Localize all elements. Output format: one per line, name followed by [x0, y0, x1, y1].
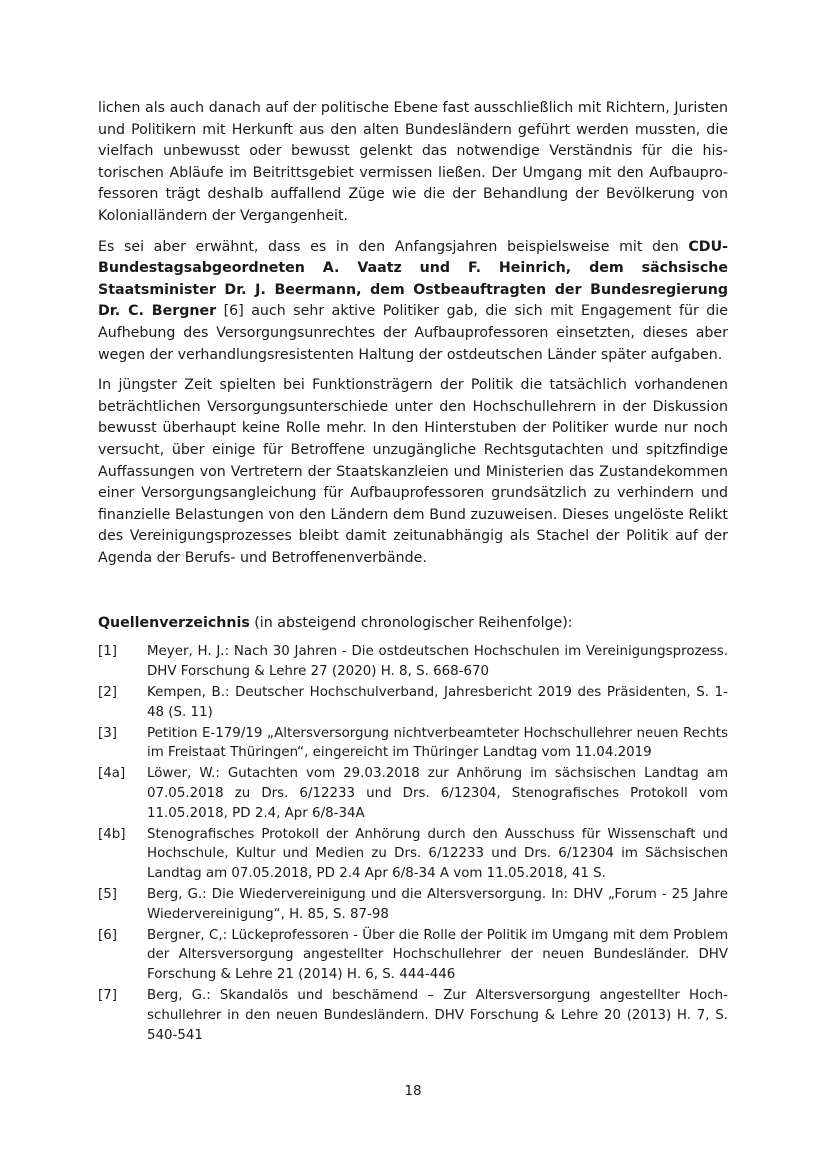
document-page [98, 98, 728, 1046]
source-item [98, 642, 728, 682]
source-item [98, 926, 728, 985]
sources-heading [98, 613, 728, 634]
source-item [98, 986, 728, 1045]
body-paragraph [98, 237, 728, 367]
source-item [98, 885, 728, 925]
sources-title: Quellenverzeichnis [98, 615, 250, 632]
source-number: [6] [98, 927, 117, 943]
paragraph-text: In jüngster Zeit spielten bei Funktionsträgern der Politik die tatsächlich vorhandenen beträchtlichen Versorgungsunterschiede unter den Hochschullehrern in der Diskussion bewusst überhaupt keine Rolle mehr. In den Hinterstuben der Politiker wurde nur noch versucht, über einige für Betroffene unzugängliche Rechtsgutachten und spitzfindige Auffassungen von Vertretern der Staatskanzleien und Ministerien das Zustandekommen einer Versorgungsangleichung für Aufbauprofessoren grundsätzlich zu verhindern und finanzielle Belastungen von den Ländern dem Bund zuzuweisen. Dieses ungelöste Relikt des Vereinigungsprozesses bleibt damit zeitunabhängig als Stachel der Politik auf der Agenda der Berufs- und Betroffenenverbände. [98, 377, 728, 566]
source-text: Bergner, C,: Lückeprofessoren - Über die Rolle der Politik im Umgang mit dem Problem der Altersversorgung angestellter Hochschullehrer der neuen Bundesländer. DHV Forschung & Lehre 21 (2014) H. 6, S. 444-446 [147, 927, 728, 983]
paragraph-text: lichen als auch danach auf der politische Ebene fast ausschließlich mit Richtern, Juristen und Politikern mit Herkunft aus den alten Bundesländern geführt werden mussten, die vielfach unbewusst oder bewusst gelenkt das notwendige Verständnis für die historischen Abläufe im Beitrittsgebiet vermissen ließen. Der Umgang mit den Aufbauprofessoren trägt deshalb auffallend Züge wie die der Behandlung der Bevölkerung von Kolonialländern der Vergangenheit. [98, 100, 728, 224]
paragraph-text: Es sei aber erwähnt, dass es in den Anfangsjahren beispielsweise mit den [98, 238, 689, 255]
source-text: Meyer, H. J.: Nach 30 Jahren - Die ostdeutschen Hochschulen im Vereinigungsprozess. DHV Forschung & Lehre 27 (2020) H. 8, S. 668-670 [147, 644, 728, 680]
source-item [98, 825, 728, 884]
body-paragraph [98, 375, 728, 569]
sources-list [98, 642, 728, 1045]
source-number: [4a] [98, 766, 126, 782]
source-text: Stenografisches Protokoll der Anhörung durch den Ausschuss für Wissenschaft und Hochschule, Kultur und Medien zu Drs. 6/12233 und Drs. 6/12304 im Sächsischen Landtag am 07.05.2018, PD 2.4 Apr 6/8-34 A vom 11.05.2018, 41 S. [147, 826, 728, 882]
source-text: Berg, G.: Die Wiedervereinigung und die Altersversorgung. In: DHV „Forum - 25 Jahre Wiedervereinigung“, H. 85, S. 87-98 [147, 887, 728, 922]
source-number: [3] [98, 725, 117, 741]
source-number: [2] [98, 685, 117, 701]
source-number: [4b] [98, 826, 126, 842]
source-number: [5] [98, 887, 117, 903]
bold-politician-names: CDU-Bundestagsabgeordneten A. Vaatz und F. Heinrich, dem sächsische Staatsminister Dr. J. Beermann, dem Ostbeauftragten der Bundesregierung Dr. C. Bergner [98, 238, 728, 320]
source-item [98, 724, 728, 764]
source-text: Kempen, B.: Deutscher Hochschulverband, Jahresbericht 2019 des Präsidenten, S. 1-48 (S. 11) [147, 685, 728, 720]
sources-subtitle: (in absteigend chronologischer Reihenfolge): [249, 615, 573, 632]
source-item [98, 764, 728, 823]
page-number: 18 [404, 1084, 422, 1099]
paragraph-text: [6] auch sehr aktive Politiker gab, die sich mit Engagement für die Aufhebung des Versorgungsunrechtes der Aufbauprofessoren einsetzten, dieses aber wegen der verhandlungsresistenten Haltung der ostdeutschen Länder später aufgaben. [98, 303, 728, 363]
source-text: Löwer, W.: Gutachten vom 29.03.2018 zur Anhörung im sächsischen Landtag am 07.05.2018 zu Drs. 6/12233 und Drs. 6/12304, Stenografisches Protokoll vom 11.05.2018, PD 2.4, Apr 6/8-34A [147, 766, 728, 821]
source-item [98, 683, 728, 723]
source-text: Berg, G.: Skandalös und beschämend – Zur Altersversorgung angestellter Hochschullehrer in den neuen Bundesländern. DHV Forschung & Lehre 20 (2013) H. 7, S. 540-541 [147, 988, 728, 1043]
source-number: [7] [98, 988, 117, 1004]
source-number: [1] [98, 644, 117, 660]
source-text: Petition E-179/19 „Altersversorgung nichtverbeamteter Hochschullehrer neuen Rechts im Freistaat Thüringen“, eingereicht im Thüringer Landtag vom 11.04.2019 [147, 725, 728, 761]
body-paragraph [98, 98, 728, 228]
